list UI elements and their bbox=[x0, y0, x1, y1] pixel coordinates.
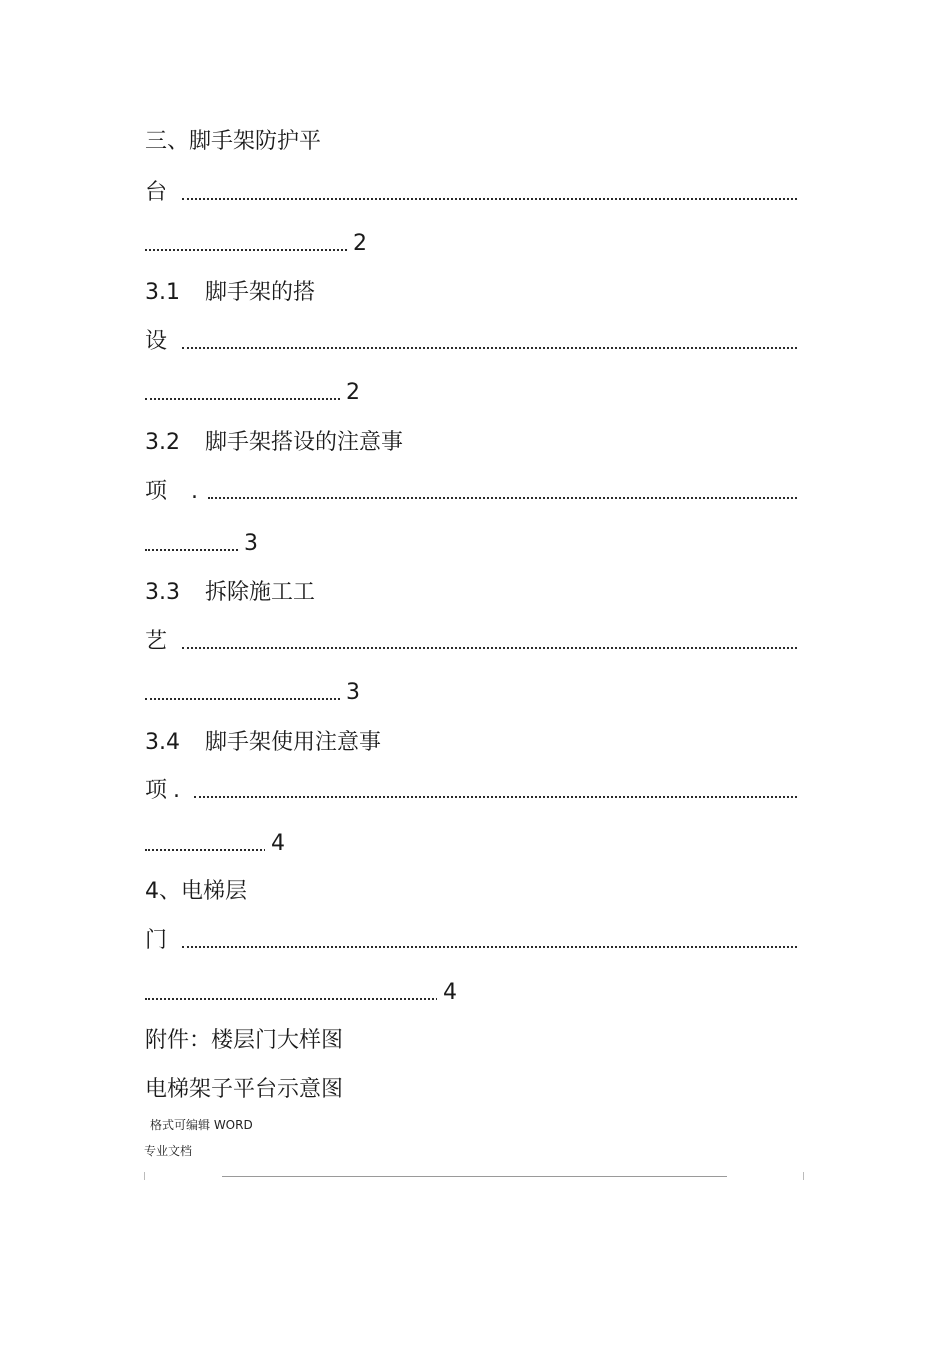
toc-entry-tail bbox=[145, 178, 167, 208]
footer-right-tick bbox=[803, 1172, 804, 1180]
toc-entry-tail bbox=[145, 776, 180, 806]
toc-entry-title-text: 脚手架搭设的注意事 bbox=[205, 430, 404, 455]
toc-entry-tail-text: 项 bbox=[145, 778, 168, 803]
toc-entry-number: 3.1 bbox=[145, 280, 180, 305]
toc-entry-title-text: 脚手架使用注意事 bbox=[205, 730, 382, 755]
toc-entry-title-text: 4、电梯层 bbox=[145, 879, 247, 904]
toc-entry-title-text: 三、脚手架防护平 bbox=[145, 129, 322, 154]
toc-entry-title bbox=[145, 877, 247, 907]
toc-leader-dots bbox=[182, 627, 797, 657]
toc-leader-page bbox=[145, 378, 360, 408]
toc-leader-dots bbox=[182, 327, 797, 357]
toc-entry-tail-text: 项 bbox=[145, 479, 168, 504]
toc-page-number: 3 bbox=[340, 678, 360, 708]
toc-entry-title-text: 脚手架的搭 bbox=[205, 280, 316, 305]
toc-entry-title bbox=[145, 278, 315, 308]
toc-page-number: 2 bbox=[347, 229, 367, 259]
toc-entry-separator: . bbox=[191, 479, 199, 504]
toc-page-number: 2 bbox=[340, 378, 360, 408]
toc-entry-separator: . bbox=[173, 778, 181, 803]
footer-format-note: 格式可编辑 WORD bbox=[150, 1118, 253, 1132]
toc-entry-title bbox=[145, 728, 381, 758]
toc-entry-number: 3.4 bbox=[145, 730, 180, 755]
toc-entry-tail bbox=[145, 627, 167, 657]
toc-entry-number: 3.2 bbox=[145, 430, 180, 455]
toc-leader-dots bbox=[182, 178, 797, 208]
toc-entry-tail bbox=[145, 926, 167, 956]
footer-doc-note: 专业文档 bbox=[144, 1144, 193, 1158]
toc-entry-tail bbox=[145, 477, 198, 507]
toc-entry-tail bbox=[145, 327, 167, 357]
toc-leader-dots bbox=[182, 926, 797, 956]
toc-leader-dots bbox=[194, 776, 797, 806]
toc-leader-page bbox=[145, 978, 457, 1008]
toc-entry-tail-text: 艺 bbox=[145, 629, 168, 654]
toc-page-number: 4 bbox=[265, 829, 285, 859]
toc-entry-title bbox=[145, 578, 315, 608]
toc-entry-title bbox=[145, 127, 321, 157]
toc-leader-page bbox=[145, 229, 367, 259]
attachment-line: 电梯架子平台示意图 bbox=[145, 1077, 344, 1102]
toc-entry-tail-text: 台 bbox=[145, 180, 168, 205]
toc-page-number: 3 bbox=[238, 529, 258, 559]
toc-page-number: 4 bbox=[437, 978, 457, 1008]
toc-leader-page bbox=[145, 678, 360, 708]
toc-entry-tail-text: 设 bbox=[145, 329, 168, 354]
toc-leader-page bbox=[145, 529, 258, 559]
toc-leader-dots bbox=[208, 477, 797, 507]
toc-entry-tail-text: 门 bbox=[145, 928, 168, 953]
toc-entry-title bbox=[145, 428, 403, 458]
toc-entry-title-text: 拆除施工工 bbox=[205, 580, 316, 605]
footer-left-tick bbox=[144, 1172, 145, 1180]
toc-leader-page bbox=[145, 829, 285, 859]
attachment-line: 附件：楼层门大样图 bbox=[145, 1028, 344, 1053]
footer-divider bbox=[222, 1176, 727, 1177]
toc-entry-number: 3.3 bbox=[145, 580, 180, 605]
